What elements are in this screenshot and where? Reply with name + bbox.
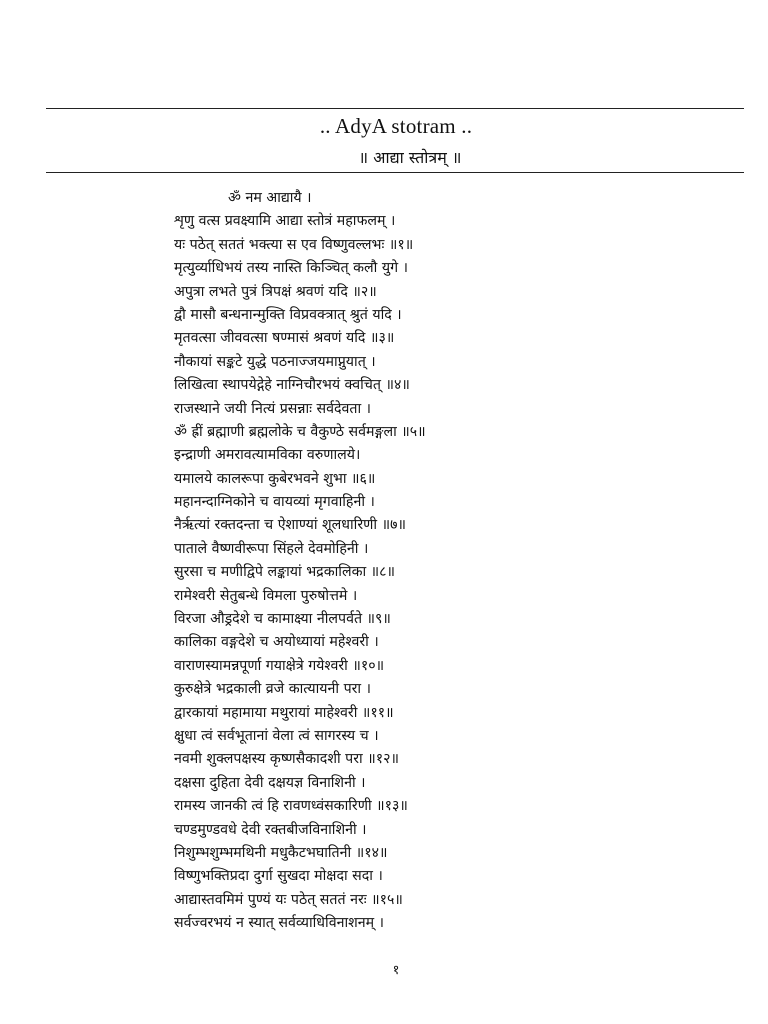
verse-line: नौकायां सङ्कटे युद्धे पठनाज्जयमाप्नुयात् ।	[174, 353, 376, 370]
verse-line: यमालये कालरूपा कुबेरभवने शुभा ॥६॥	[174, 470, 376, 487]
verse-line: नैरृत्यां रक्तदन्ता च ऐशाण्यां शूलधारिणी ॥७॥	[174, 517, 406, 534]
header-bottom-rule	[46, 172, 744, 173]
verse-line: ॐ ह्रीं ब्रह्माणी ब्रह्मलोके च वैकुण्ठे सर्वमङ्गला ॥५॥	[174, 423, 426, 440]
verse-line: कुरुक्षेत्रे भद्रकाली व्रजे कात्यायनी परा ।	[174, 681, 371, 698]
header-top-rule	[46, 108, 744, 109]
verse-line: वाराणस्यामन्नपूर्णा गयाक्षेत्रे गयेश्वरी ॥१०॥	[174, 657, 385, 674]
verse-line: राजस्थाने जयी नित्यं प्रसन्नाः सर्वदेवता ।	[174, 400, 372, 417]
verse-line: अपुत्रा लभते पुत्रं त्रिपक्षं श्रवणं यदि ॥२॥	[174, 283, 377, 300]
verse-text-block	[174, 187, 734, 936]
verse-line: चण्डमुण्डवधे देवी रक्तबीजविनाशिनी ।	[174, 821, 367, 838]
verse-line: नवमी शुक्लपक्षस्य कृष्णसैकादशी परा ॥१२॥	[174, 751, 399, 768]
verse-line: दक्षसा दुहिता देवी दक्षयज्ञ विनाशिनी ।	[174, 774, 366, 791]
verse-line: द्वौ मासौ बन्धनान्मुक्ति विप्रवक्त्रात् श्रुतं यदि ।	[174, 306, 402, 323]
verse-line: पाताले वैष्णवीरूपा सिंहले देवमोहिनी ।	[174, 540, 369, 557]
verse-line: द्वारकायां महामाया मथुरायां माहेश्वरी ॥११॥	[174, 704, 394, 721]
verse-line: इन्द्राणी अमरावत्यामविका वरुणालये।	[174, 447, 361, 464]
verse-line: विष्णुभक्तिप्रदा दुर्गा सुखदा मोक्षदा सदा ।	[174, 868, 383, 885]
verse-line: रामस्य जानकी त्वं हि रावणध्वंसकारिणी ॥१३॥	[174, 798, 408, 815]
verse-line: महानन्दाग्निकोने च वायव्यां मृगवाहिनी ।	[174, 494, 375, 511]
verse-line: कालिका वङ्गदेशे च अयोध्यायां महेश्वरी ।	[174, 634, 379, 651]
verse-line: मृत्युर्व्याधिभयं तस्य नास्ति किञ्चित् कलौ युगे ।	[174, 260, 408, 277]
verse-line: विरजा औड्रदेशे च कामाक्ष्या नीलपर्वते ॥९॥	[174, 611, 391, 628]
page-number: १	[392, 963, 400, 978]
verse-line: शृणु वत्स प्रवक्ष्यामि आद्या स्तोत्रं महाफलम् ।	[174, 213, 396, 230]
verse-line: सर्वज्वरभयं न स्यात् सर्वव्याधिविनाशनम् ।	[174, 915, 385, 932]
verse-line: मृतवत्सा जीववत्सा षण्मासं श्रवणं यदि ॥३॥	[174, 330, 395, 347]
page-title: .. AdyA stotram ..	[319, 114, 473, 138]
verse-line: ॐ नम आद्यायै ।	[228, 190, 312, 206]
verse-line: निशुम्भशुम्भमथिनी मधुकैटभघातिनी ॥१४॥	[174, 844, 388, 861]
page-title-devanagari: ॥ आद्या स्तोत्रम् ॥	[358, 148, 462, 167]
verse-line: क्षुधा त्वं सर्वभूतानां वेला त्वं सागरस्य च ।	[174, 727, 379, 744]
verse-line: रामेश्वरी सेतुबन्धे विमला पुरुषोत्तमे ।	[174, 587, 358, 604]
verse-line: सुरसा च मणीद्विपे लङ्कायां भद्रकालिका ॥८॥	[174, 564, 396, 581]
verse-line: यः पठेत् सततं भक्त्या स एव विष्णुवल्लभः ॥१॥	[174, 236, 414, 253]
verse-line: आद्यास्तवमिमं पुण्यं यः पठेत् सततं नरः ॥१५॥	[174, 891, 403, 908]
verse-line: लिखित्वा स्थापयेद्गेहे नाग्निचौरभयं क्वचित् ॥४॥	[174, 377, 410, 394]
